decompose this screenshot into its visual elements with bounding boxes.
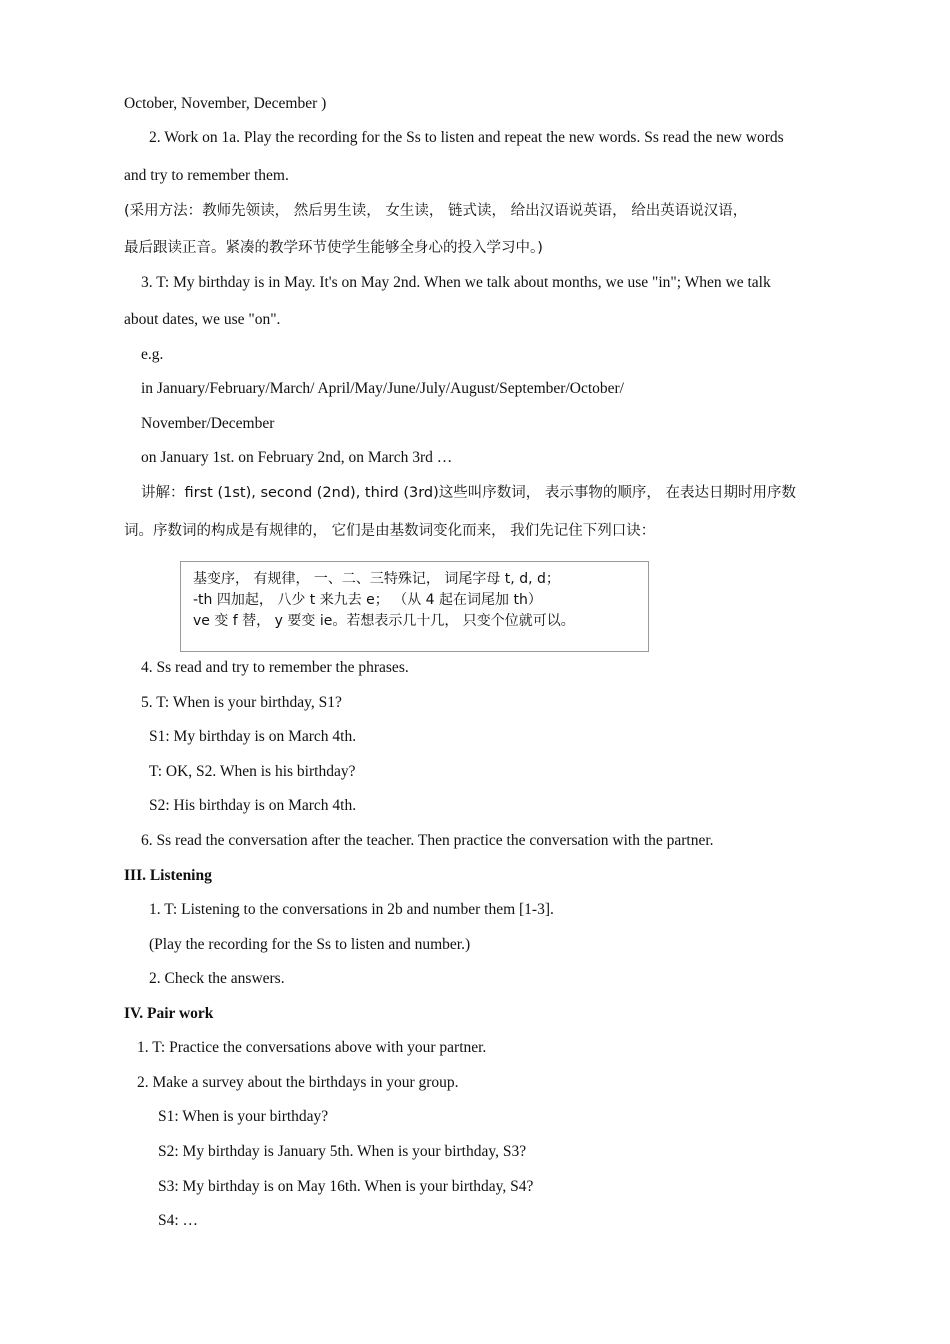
step-3-continued: about dates, we use "on". [124,311,281,328]
listening-step-1: 1. T: Listening to the conversations in 2b and number them [1-3]. [149,901,554,918]
rhyme-line-2: -th 四加起， 八少 t 来九去 e； （从 4 起在词尾加 th） [193,592,542,608]
step-5-teacher-question: 5. T: When is your birthday, S1? [141,694,342,711]
method-note-line-2: 最后跟读正音。紧凑的教学环节使学生能够全身心的投入学习中。) [124,240,543,256]
dialogue-s2-answer: S2: His birthday is on March 4th. [149,797,357,814]
listening-step-1-note: (Play the recording for the Ss to listen and number.) [149,936,471,953]
pair-work-step-1: 1. T: Practice the conversations above with your partner. [137,1039,487,1056]
ordinal-rhyme-box [180,561,649,652]
survey-s2: S2: My birthday is January 5th. When is your birthday, S3? [158,1143,527,1160]
step-4-read-phrases: 4. Ss read and try to remember the phrases. [141,659,409,676]
section-heading-pair-work: IV. Pair work [124,1005,214,1022]
survey-s4: S4: … [158,1212,199,1229]
step-3-birthday-example: 3. T: My birthday is in May. It's on May 2nd. When we talk about months, we use "in"; When we talk [141,274,771,291]
step-6-read-conversation: 6. Ss read the conversation after the teacher. Then practice the conversation with the partner. [141,832,714,849]
section-heading-listening: III. Listening [124,867,212,884]
survey-s1: S1: When is your birthday? [158,1108,329,1125]
survey-s3: S3: My birthday is on May 16th. When is your birthday, S4? [158,1178,534,1195]
eg-label: e.g. [141,346,164,363]
rhyme-line-3: ve 变 f 替， y 要变 ie。若想表示几十几， 只变个位就可以。 [193,613,575,629]
in-months-example: in January/February/March/ April/May/June/July/August/September/October/ [141,380,624,397]
ordinal-explanation-line-1: 讲解：first (1st), second (2nd), third (3rd)这些叫序数词， 表示事物的顺序， 在表达日期时用序数 [141,485,797,501]
dialogue-s1-answer: S1: My birthday is on March 4th. [149,728,357,745]
pair-work-step-2: 2. Make a survey about the birthdays in your group. [137,1074,459,1091]
ordinal-explanation-line-2: 词。序数词的构成是有规律的， 它们是由基数词变化而来， 我们先记住下列口诀： [124,523,656,539]
in-months-example-continued: November/December [141,415,275,432]
step-2-work-on-1a: 2. Work on 1a. Play the recording for the Ss to listen and repeat the new words. Ss read the new words [149,129,784,146]
dialogue-teacher-to-s2: T: OK, S2. When is his birthday? [149,763,356,780]
month-list-end: October, November, December ) [124,95,327,112]
on-dates-example: on January 1st. on February 2nd, on March 3rd … [141,449,453,466]
rhyme-line-1: 基变序， 有规律， 一、二、三特殊记， 词尾字母 t, d, d； [193,571,560,587]
method-note-line-1: (采用方法：教师先领读， 然后男生读， 女生读， 链式读， 给出汉语说英语， 给出英语说汉语， [124,203,748,219]
step-2-continued: and try to remember them. [124,167,289,184]
listening-step-2: 2. Check the answers. [149,970,285,987]
